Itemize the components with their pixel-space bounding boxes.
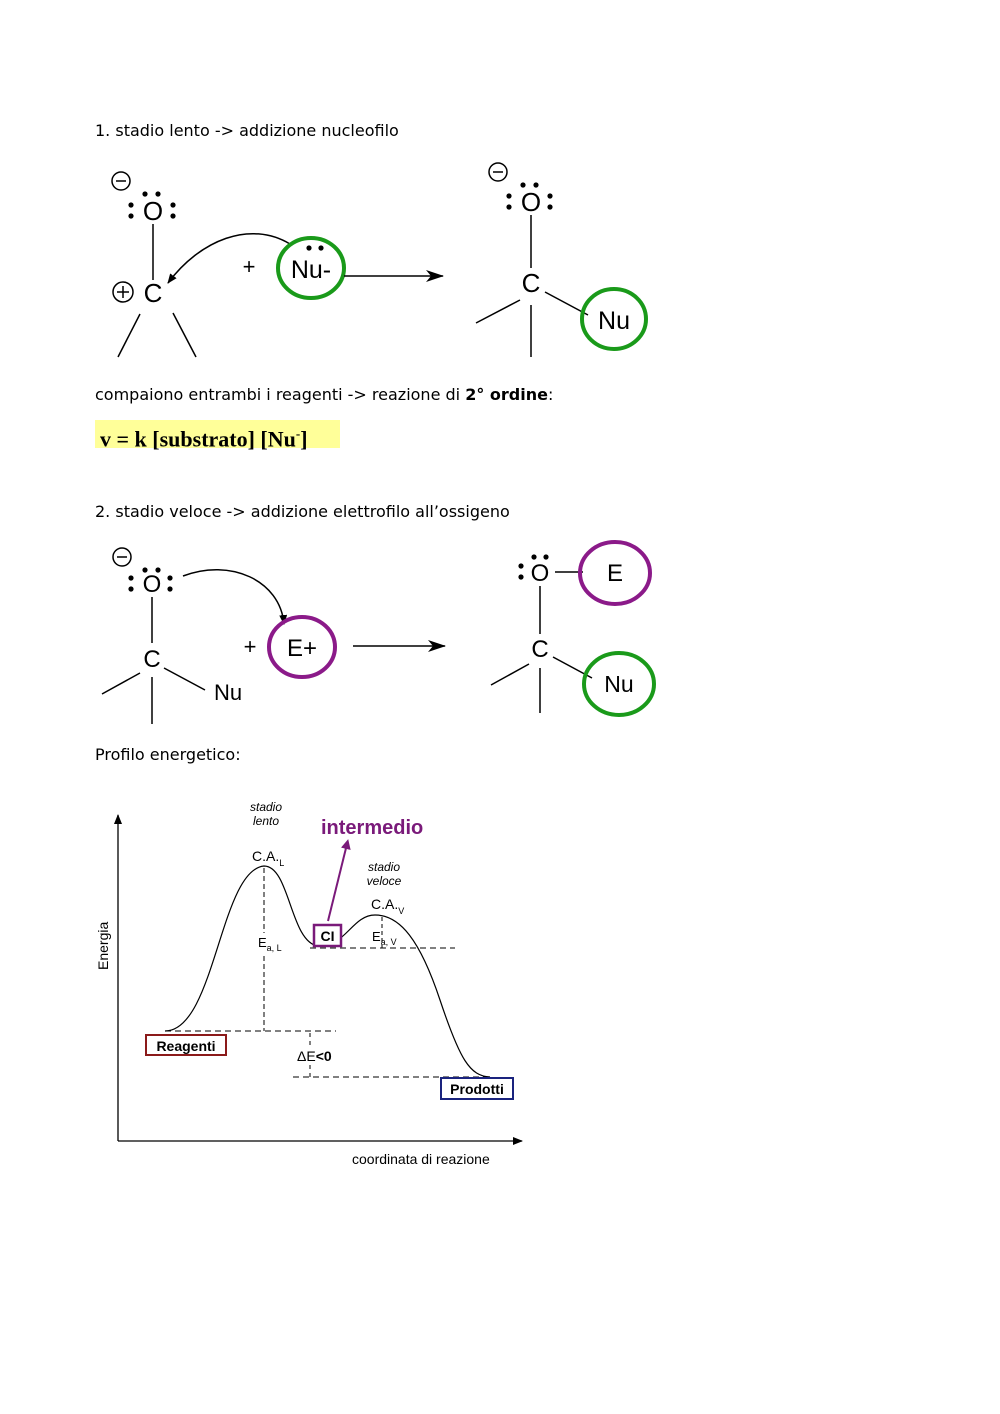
carbon-atom: C <box>521 268 541 298</box>
rate-law-main: v = k [substrato] [Nu <box>100 426 296 452</box>
x-axis-label: coordinata di reazione <box>352 1151 490 1167</box>
carbon-atom: C <box>143 646 161 673</box>
y-axis-label: Energia <box>95 921 111 970</box>
step2-title: 2. stadio veloce -> addizione elettrofilo all’ossigeno <box>95 502 510 521</box>
ca-v-label <box>371 896 404 916</box>
oxygen-atom: O <box>520 187 542 217</box>
plus-sign: + <box>243 634 257 659</box>
bond-line <box>491 664 529 685</box>
oxygen-atom: O <box>530 560 550 587</box>
oxygen-atom: O <box>142 571 162 598</box>
ca-l-text: C.A. <box>252 848 280 864</box>
step1-title: 1. stadio lento -> addizione nucleofilo <box>95 121 399 140</box>
bond-line <box>476 300 520 323</box>
diagram-step2 <box>102 542 654 724</box>
order-bold: 2° ordine <box>465 385 548 404</box>
minus-charge-icon <box>489 163 507 181</box>
ca-l-label <box>252 848 284 868</box>
ca-v-sub: V <box>398 906 405 916</box>
bond-line <box>102 673 140 694</box>
nucleophile-label: Nu <box>598 307 630 335</box>
ea-v-label <box>372 929 397 947</box>
lone-pair-icon <box>306 245 323 250</box>
carbon-atom: C <box>531 636 549 663</box>
plus-sign: + <box>242 254 256 279</box>
minus-charge-icon <box>112 172 130 190</box>
ea-v-sub: a, V <box>380 937 397 947</box>
electrophile-label: E <box>606 560 624 587</box>
order-prefix: compaiono entrambi i reagenti -> reazione di <box>95 385 466 404</box>
intermedio-label: intermedio <box>321 817 424 839</box>
delta-e-sign: <0 <box>315 1048 332 1064</box>
carbon-atom: C <box>143 278 163 308</box>
energy-profile <box>95 800 522 1167</box>
plus-charge-icon <box>113 282 133 302</box>
ea-l-text: E <box>258 935 267 950</box>
rate-law-end: ] <box>300 426 308 452</box>
ea-v-text: E <box>372 929 381 944</box>
stadio-veloce-line2: veloce <box>366 874 402 888</box>
bond-line <box>164 668 205 690</box>
curved-arrow-icon <box>168 234 290 283</box>
electrophile-label: E+ <box>286 635 318 662</box>
diagram-step1 <box>112 163 646 357</box>
prodotti-label: Prodotti <box>450 1081 504 1097</box>
profile-title: Profilo energetico: <box>95 745 241 764</box>
minus-charge-icon <box>113 548 131 566</box>
intermedio-arrow-icon <box>328 844 347 921</box>
stadio-lento-line2: lento <box>252 814 280 828</box>
ca-l-sub: L <box>279 858 285 868</box>
oxygen-atom: O <box>142 196 164 226</box>
rate-law-sup: - <box>295 426 301 441</box>
delta-e-label <box>297 1048 332 1064</box>
nucleophile-label: Nu <box>213 680 243 705</box>
ci-label: CI <box>320 928 335 944</box>
bond-line <box>173 313 196 357</box>
ca-v-text: C.A. <box>371 896 399 912</box>
stadio-lento-line1: stadio <box>249 800 283 814</box>
bond-line <box>118 314 140 357</box>
nucleophile-label: Nu- <box>290 256 332 284</box>
order-suffix: : <box>547 385 554 404</box>
reagenti-label: Reagenti <box>156 1038 216 1054</box>
nucleophile-label: Nu <box>604 671 634 697</box>
delta-e-text: ΔE <box>297 1048 316 1064</box>
ea-l-sub: a, L <box>266 943 282 953</box>
curved-arrow-icon <box>183 570 284 624</box>
stadio-veloce-line1: stadio <box>367 860 401 874</box>
